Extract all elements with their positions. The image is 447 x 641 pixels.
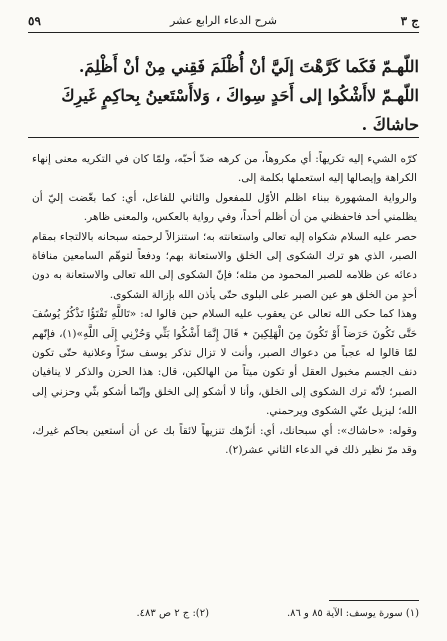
paragraph: والرواية المشهورة ببناء اظلم الأوّل للمفعول والثاني للفاعل، أي: كما بغّضت إليّ أن يظلمني أحد فاحفظني من أن أظلم أحداً، وفي رواية بالعكس، والمعنى ظاهر.	[32, 191, 417, 224]
paragraph: وهذا كما حكى الله تعالى عن يعقوب عليه السلام حين قالوا له: «تَاللَّهِ تَفْتَؤُا تَذْكُرُ يُوسُفَ حَتَّى تَكُونَ حَرَضاً أَوْ تَكُونَ مِنَ الْهَلِكِينَ ٭ قَالَ إِنَّمَا أَشْكُوا بَثِّي وَحُزْنِي إِلَى اللَّهِ»(١)، فإنّهم لمّا قالوا له عجباً من دعواك الصبر، وأنت لا تزال تذكر يوسف سرّاً وعلانية حتّى تكون دنف الجسم مخبول العقل أو تكون ميتاً من الهالكين، قال: هذا الحزن والذكر لا ينافيان الصبر؛ لأنّه ترك الشكوى إلى الخلق، وأنا لا أشكو إلى الخلق وإنّما أشكو بثّي وحزني إلى الله؛ ليزيل عنّي الشكوى ويرحمني.	[32, 308, 417, 418]
page-number: ٥٩	[28, 14, 41, 28]
paragraph: حصر عليه السلام شكواه إليه تعالى واستعانته به؛ استنزالاً لرحمته سبحانه بالالتجاء بمقام الصبر، الذي هو ترك الشكوى إلى الخلق والاستعانة بهم؛ ودفعاً لتوهّم السامعين منافاة دعائه عن ظلامه للصبر المحمود من مثله؛ فإنّ الشكوى إلى الله تعالى والاستعانة به دون أحدٍ من الخلق هو عين الصبر على البلوى حتّى يأذن الله بإزالة الشكوى.	[32, 230, 417, 301]
header-rule	[28, 32, 419, 33]
supplication-line: اللّهـمّ فَكَما كَرَّهْتَ إلَيَّ أنْ أُظْلَمَ فَقِني مِنْ أنْ أَظْلِمَ.	[78, 57, 419, 76]
commentary-body	[32, 150, 417, 461]
footnote-1: (١) سورة يوسف: الآية ٨٥ و ٨٦.	[286, 608, 419, 619]
page-header	[28, 10, 419, 32]
section-rule	[28, 137, 419, 138]
running-title: شرح الدعاء الرابع عشر	[169, 14, 278, 27]
supplication-line: حاشاكَ .	[361, 115, 419, 134]
supplication-line: اللّهـمّ لاأَشْكُوا إلى أَحَدٍ سِواكَ ، وَلاأَسْتَعينُ بِحاكِمٍ غَيرِكَ	[61, 86, 419, 105]
footnote-2: (٢): ج ٢ ص ٤٨٣.	[136, 608, 209, 619]
paragraph: كرّه الشيء إليه تكريهاً: أي مكروهاً، من كرهه ضدّ أحبّه، ولمّا كان في التكريه معنى إنهاء الكراهة وإيصالها إليه استعملها بكلمة إلى.	[32, 153, 417, 185]
volume-label: ج ٣	[400, 14, 419, 28]
paragraph: وقوله: «حاشاك»: أي سبحانك، أي: أنزّهك تنزيهاً لائقاً بك عن أن أستعين بحاكم غيرك، وقد مرّ نظير ذلك في الدعاء الثاني عشر(٢).	[32, 424, 417, 457]
supplication-text	[30, 52, 419, 139]
footnote-rule	[329, 600, 419, 601]
